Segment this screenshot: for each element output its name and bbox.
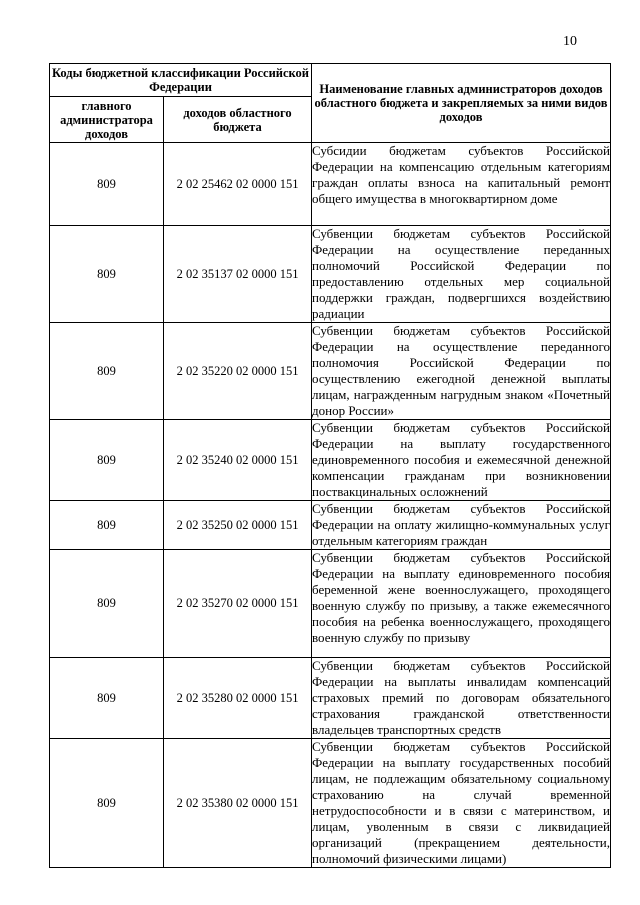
header-administrator-name: Наименование главных администраторов доходов областного бюджета и закрепляемых за ними видов доходов	[312, 64, 611, 143]
revenue-code-cell: 2 02 35380 02 0000 151	[164, 739, 312, 868]
revenue-code-cell: 2 02 35250 02 0000 151	[164, 501, 312, 550]
revenue-code-cell: 2 02 35280 02 0000 151	[164, 658, 312, 739]
revenue-name-cell: Субвенции бюджетам субъектов Российской Федерации на выплату единовременного пособия беременной жене военнослужащего, проходящего военную службу по призыву, а также ежемесячного пособия на ребенка военнослужащего, проходящего военную службу по призыву	[312, 550, 611, 658]
revenue-name-cell: Субвенции бюджетам субъектов Российской Федерации на оплату жилищно-коммунальных услуг отдельным категориям граждан	[312, 501, 610, 548]
admin-code-cell: 809	[50, 226, 164, 323]
revenue-code-cell: 2 02 35240 02 0000 151	[164, 420, 312, 501]
revenue-code-cell: 2 02 25462 02 0000 151	[164, 143, 312, 226]
page-number: 10	[563, 34, 577, 49]
admin-code-cell: 809	[50, 323, 164, 420]
admin-code-cell: 809	[50, 739, 164, 868]
admin-code-cell: 809	[50, 420, 164, 501]
admin-code-cell: 809	[50, 501, 164, 550]
revenue-name-cell: Субсидии бюджетам субъектов Российской Федерации на компенсацию отдельным категориям граждан оплаты взноса на капитальный ремонт общего имущества в многоквартирном доме	[312, 143, 611, 226]
admin-code-cell: 809	[50, 550, 164, 658]
header-budget-classification-codes: Коды бюджетной классификации Российской Федерации	[50, 64, 312, 97]
revenue-name-cell: Субвенции бюджетам субъектов Российской Федерации на осуществление переданного полномочия Российской Федерации по осуществлению ежегодной денежной выплаты лицам, награжденным нагрудным знаком «Почетный донор России»	[312, 323, 610, 418]
revenue-name-cell: Субвенции бюджетам субъектов Российской Федерации на выплаты инвалидам компенсаций страховых премий по договорам обязательного страхования гражданской ответственности владельцев транспортных средств	[312, 658, 610, 737]
table-row	[50, 550, 611, 658]
revenue-code-cell: 2 02 35137 02 0000 151	[164, 226, 312, 323]
admin-code-cell: 809	[50, 143, 164, 226]
table-row	[50, 739, 611, 868]
header-regional-revenue: доходов областного бюджета	[164, 97, 312, 143]
table-row	[50, 658, 611, 739]
revenue-name-cell: Субвенции бюджетам субъектов Российской Федерации на осуществление переданных полномочий Российской Федерации по предоставлению отдельных мер социальной поддержки граждан, подвергшихся воздействию радиации	[312, 226, 610, 321]
revenue-code-cell: 2 02 35270 02 0000 151	[164, 550, 312, 658]
table-row	[50, 501, 611, 550]
revenue-name-cell: Субвенции бюджетам субъектов Российской Федерации на выплату государственных пособий лицам, не подлежащим обязательному социальному страхованию на случай временной нетрудоспособности и в связи с материнством, и лицам, уволенным в связи с ликвидацией организаций (прекращением деятельности, полномочий физическими лицами)	[312, 739, 610, 866]
table-row	[50, 143, 611, 226]
header-main-administrator: главного администратора доходов	[50, 97, 164, 143]
revenue-code-cell: 2 02 35220 02 0000 151	[164, 323, 312, 420]
table-row	[50, 226, 611, 323]
table-row	[50, 323, 611, 420]
revenue-name-cell: Субвенции бюджетам субъектов Российской Федерации на выплату государственного единовременного пособия и ежемесячной денежной компенсации гражданам при возникновении поствакцинальных осложнений	[312, 420, 610, 499]
admin-code-cell: 809	[50, 658, 164, 739]
table-row	[50, 420, 611, 501]
revenue-administrators-table	[49, 63, 611, 868]
